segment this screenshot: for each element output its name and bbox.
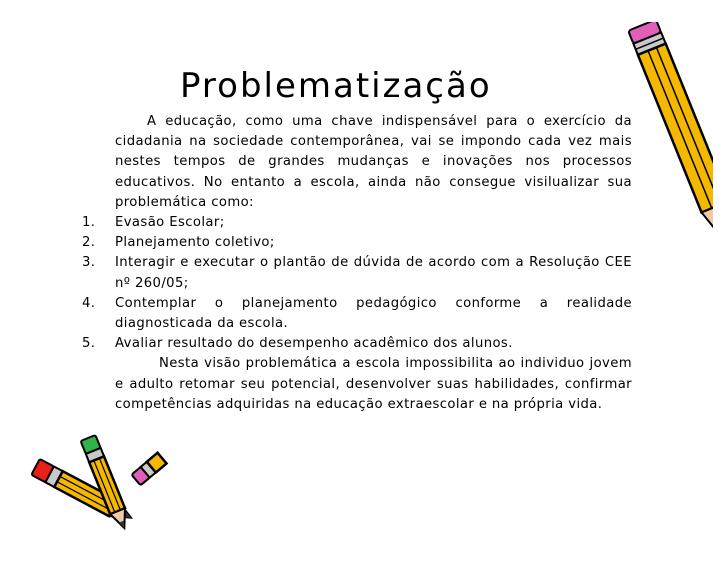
slide-title: Problematização xyxy=(180,66,492,106)
pencil-icon xyxy=(28,430,173,550)
list-item-number: 1. xyxy=(82,215,96,231)
list-item xyxy=(82,294,632,334)
list-item-number: 5. xyxy=(82,336,96,352)
list-item xyxy=(82,233,632,253)
problem-list xyxy=(82,213,632,354)
list-item xyxy=(82,213,632,233)
intro-paragraph: A educação, como uma chave indispensável para o exercício da cidadania na sociedade contemporânea, vai se impondo cada vez mais nestes tempos de grandes mudanças e inovações nos processos educativos. No entanto a escola, ainda não consegue visilualizar sua problemática como: xyxy=(115,114,632,210)
list-item-text: Planejamento coletivo; xyxy=(115,235,275,251)
list-item-text: Interagir e executar o plantão de dúvida de acordo com a Resolução CEE nº 260/05; xyxy=(115,255,632,291)
list-item xyxy=(82,253,632,293)
list-item-text: Avaliar resultado do desempenho acadêmico dos alunos. xyxy=(115,336,513,352)
list-item-text: Contemplar o planejamento pedagógico conforme a realidade diagnosticada da escola. xyxy=(115,295,632,332)
slide-body xyxy=(82,112,632,415)
list-item-number: 3. xyxy=(82,255,96,271)
list-item xyxy=(82,334,632,354)
list-item-number: 4. xyxy=(82,295,96,311)
list-item-number: 2. xyxy=(82,235,96,251)
list-item-text: Evasão Escolar; xyxy=(115,215,225,231)
conclusion-paragraph: Nesta visão problemática a escola impossibilita ao individuo jovem e adulto retomar seu potencial, desenvolver suas habilidades, confirmar competências adquiridas na educação extraescolar e na própria vida. xyxy=(115,356,632,412)
